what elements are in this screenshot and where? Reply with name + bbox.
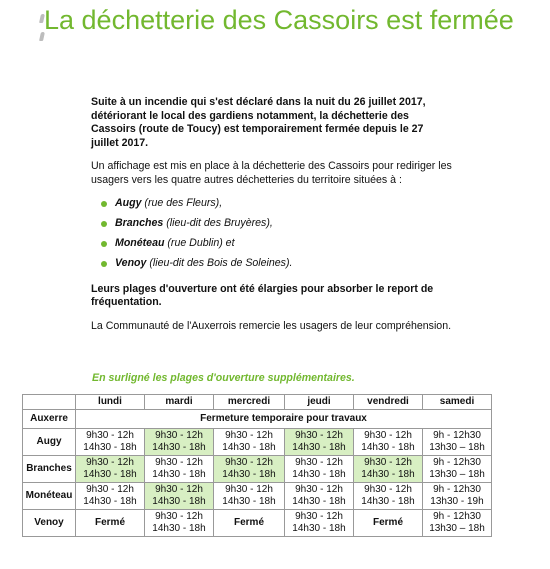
- afternoon-hours: 14h30 - 18h: [222, 442, 276, 453]
- afternoon-hours: 14h30 - 18h: [292, 496, 346, 507]
- corner-cell: [23, 395, 76, 410]
- site-cell: Augy: [23, 429, 76, 456]
- morning-hours: 9h - 12h30: [433, 483, 481, 495]
- sites-list: [91, 197, 453, 271]
- afternoon-hours: 14h30 - 18h: [292, 523, 346, 534]
- afternoon-hours: 13h30 – 18h: [429, 469, 485, 480]
- hours-cell: [214, 483, 285, 510]
- hours-cell: [423, 483, 492, 510]
- morning-hours: 9h30 - 12h: [364, 429, 412, 441]
- afternoon-hours: 14h30 - 18h: [152, 496, 206, 507]
- afternoon-hours: 14h30 - 18h: [361, 469, 415, 480]
- hours-cell: [145, 483, 214, 510]
- site-detail: (lieu-dit des Bois de Soleines).: [146, 257, 293, 269]
- morning-hours: 9h30 - 12h: [225, 429, 273, 441]
- day-header: samedi: [423, 395, 492, 410]
- list-item: [105, 257, 453, 271]
- site-cell: Venoy: [23, 510, 76, 537]
- hours-cell: [76, 483, 145, 510]
- table-row: [23, 410, 492, 429]
- site-detail: (rue des Fleurs),: [141, 197, 223, 209]
- list-item: [105, 217, 453, 231]
- morning-hours: 9h30 - 12h: [86, 429, 134, 441]
- page-title: La déchetterie des Cassoirs est fermée: [44, 5, 514, 35]
- table-row: [23, 483, 492, 510]
- plages-paragraph: Leurs plages d'ouverture ont été élargies pour absorber le report de fréquentation.: [91, 282, 434, 308]
- site-name: Monéteau: [115, 237, 165, 249]
- remerciement-paragraph: La Communauté de l'Auxerrois remercie les usagers de leur compréhension.: [91, 319, 452, 332]
- site-name: Augy: [115, 197, 142, 209]
- day-header: jeudi: [285, 395, 354, 410]
- hours-cell: [76, 456, 145, 483]
- table-row: [23, 510, 492, 537]
- day-header: mardi: [145, 395, 214, 410]
- afternoon-hours: 13h30 – 18h: [429, 442, 485, 453]
- afternoon-hours: 14h30 - 18h: [83, 496, 137, 507]
- hours-cell: [76, 429, 145, 456]
- closed-cell: Fermé: [214, 510, 285, 537]
- hours-cell: [145, 510, 214, 537]
- morning-hours: 9h30 - 12h: [295, 510, 343, 522]
- highlight-note: En surligné les plages d'ouverture supplémentaires.: [92, 372, 355, 384]
- table-row: [23, 456, 492, 483]
- afternoon-hours: 13h30 – 18h: [429, 523, 485, 534]
- morning-hours: 9h30 - 12h: [225, 456, 273, 468]
- hours-cell: [214, 429, 285, 456]
- hours-cell: [285, 456, 354, 483]
- article-body: [91, 96, 453, 343]
- hours-cell: [214, 456, 285, 483]
- morning-hours: 9h30 - 12h: [225, 483, 273, 495]
- morning-hours: 9h30 - 12h: [295, 483, 343, 495]
- morning-hours: 9h - 12h30: [433, 510, 481, 522]
- site-detail: (lieu-dit des Bruyères),: [163, 217, 273, 229]
- closed-cell: Fermé: [354, 510, 423, 537]
- morning-hours: 9h - 12h30: [433, 429, 481, 441]
- afternoon-hours: 14h30 - 18h: [152, 469, 206, 480]
- afternoon-hours: 14h30 - 18h: [361, 442, 415, 453]
- morning-hours: 9h30 - 12h: [86, 456, 134, 468]
- affichage-paragraph: Un affichage est mis en place à la déchetterie des Cassoirs pour rediriger les usagers vers les quatre autres déchetteries du territoire situées à :: [91, 160, 452, 186]
- hours-cell: [354, 483, 423, 510]
- morning-hours: 9h30 - 12h: [155, 510, 203, 522]
- hours-cell: [145, 456, 214, 483]
- afternoon-hours: 14h30 - 18h: [83, 469, 137, 480]
- morning-hours: 9h - 12h30: [433, 456, 481, 468]
- morning-hours: 9h30 - 12h: [364, 456, 412, 468]
- hours-cell: [354, 456, 423, 483]
- list-item: [105, 237, 453, 251]
- site-cell: Monéteau: [23, 483, 76, 510]
- hours-cell: [354, 429, 423, 456]
- day-header: mercredi: [214, 395, 285, 410]
- afternoon-hours: 14h30 - 18h: [83, 442, 137, 453]
- list-item: [105, 197, 453, 211]
- afternoon-hours: 14h30 - 18h: [152, 523, 206, 534]
- day-header: lundi: [76, 395, 145, 410]
- table-header-row: [23, 395, 492, 410]
- hours-cell: [285, 510, 354, 537]
- afternoon-hours: 14h30 - 18h: [292, 442, 346, 453]
- closed-cell: Fermé: [76, 510, 145, 537]
- afternoon-hours: 14h30 - 18h: [292, 469, 346, 480]
- site-cell: Auxerre: [23, 410, 76, 429]
- morning-hours: 9h30 - 12h: [295, 456, 343, 468]
- morning-hours: 9h30 - 12h: [155, 456, 203, 468]
- morning-hours: 9h30 - 12h: [155, 429, 203, 441]
- hours-cell: [423, 429, 492, 456]
- morning-hours: 9h30 - 12h: [155, 483, 203, 495]
- morning-hours: 9h30 - 12h: [295, 429, 343, 441]
- intro-paragraph: Suite à un incendie qui s'est déclaré dans la nuit du 26 juillet 2017, détériorant le local des gardiens notamment, la déchetterie des Cassoirs (route de Toucy) est temporairement fermée depuis le 27 juillet 2017.: [91, 96, 426, 149]
- afternoon-hours: 13h30 - 19h: [430, 496, 484, 507]
- afternoon-hours: 14h30 - 18h: [222, 496, 276, 507]
- afternoon-hours: 14h30 - 18h: [222, 469, 276, 480]
- site-name: Branches: [115, 217, 164, 229]
- hours-cell: [145, 429, 214, 456]
- afternoon-hours: 14h30 - 18h: [152, 442, 206, 453]
- hours-cell: [285, 429, 354, 456]
- opening-hours-table: [22, 394, 492, 537]
- site-detail: (rue Dublin) et: [164, 237, 235, 249]
- hours-cell: [423, 510, 492, 537]
- site-cell: Branches: [23, 456, 76, 483]
- day-header: vendredi: [354, 395, 423, 410]
- morning-hours: 9h30 - 12h: [364, 483, 412, 495]
- table-row: [23, 429, 492, 456]
- hours-cell: [423, 456, 492, 483]
- site-name: Venoy: [115, 257, 147, 269]
- closure-cell: Fermeture temporaire pour travaux: [76, 410, 492, 429]
- morning-hours: 9h30 - 12h: [86, 483, 134, 495]
- hours-cell: [285, 483, 354, 510]
- afternoon-hours: 14h30 - 18h: [361, 496, 415, 507]
